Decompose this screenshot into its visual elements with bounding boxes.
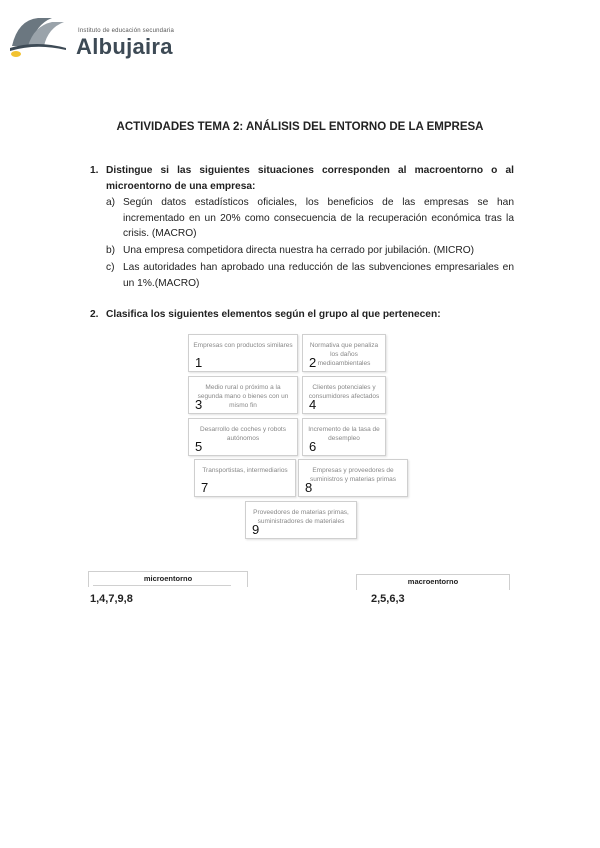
macroentorno-header: macroentorno <box>356 574 510 590</box>
card-number: 9 <box>252 522 260 537</box>
card-9: Proveedores de materias primas, suministradores de materiales 9 <box>245 501 357 539</box>
item-c-label: c) <box>106 262 115 273</box>
item-a-text: Según datos estadísticos oficiales, los beneficios de las empresas se han incrementado en un 20% como consecuencia de la recuperación económica tras la crisis. (MACRO) <box>123 197 514 239</box>
card-6: Incremento de la tasa de desempleo 6 <box>302 418 386 456</box>
item-b-text: Una empresa competidora directa nuestra ha cerrado por jubilación. (MICRO) <box>123 245 475 256</box>
school-name: Albujaira <box>76 34 173 59</box>
question-2-text: Clasifica los siguientes elementos según el grupo al que pertenecen: <box>106 309 441 320</box>
page-title: ACTIVIDADES TEMA 2: ANÁLISIS DEL ENTORNO DE LA EMPRESA <box>116 121 484 133</box>
card-number: 6 <box>309 439 317 454</box>
card-8: Empresas y proveedores de suministros y materias primas 8 <box>298 459 408 497</box>
microentorno-header: microentorno <box>88 571 248 587</box>
card-number: 4 <box>309 397 317 412</box>
card-7: Transportistas, intermediarios 7 <box>194 459 296 497</box>
item-a-label: a) <box>106 197 116 208</box>
card-5: Desarrollo de coches y robots autónomos 5 <box>188 418 298 456</box>
albujaira-logo-icon <box>8 12 68 62</box>
card-3: Medio rural o próximo a la segunda mano o bienes con un mismo fin 3 <box>188 376 298 414</box>
card-number: 5 <box>195 439 203 454</box>
card-number: 1 <box>195 355 203 370</box>
card-number: 2 <box>309 355 317 370</box>
institute-label: Instituto de educación secundaria <box>78 28 174 34</box>
card-4: Clientes potenciales y consumidores afectados 4 <box>302 376 386 414</box>
card-2: Normativa que penaliza los daños medioambientales 2 <box>302 334 386 372</box>
header-underline <box>93 585 231 586</box>
question-2 <box>106 307 526 323</box>
school-logo <box>8 12 178 62</box>
question-1 <box>106 163 514 195</box>
card-number: 3 <box>195 397 203 412</box>
card-1: Empresas con productos similares 1 <box>188 334 298 372</box>
card-number: 7 <box>201 480 209 495</box>
macroentorno-answer: 2,5,6,3 <box>371 593 405 605</box>
microentorno-answer: 1,4,7,9,8 <box>90 593 133 605</box>
item-c-text: Las autoridades han aprobado una reducción de las subvenciones empresariales en un 1%.(MACRO) <box>123 262 514 289</box>
item-b-label: b) <box>106 245 116 256</box>
card-number: 8 <box>305 480 313 495</box>
question-1-text: Distingue si las siguientes situaciones corresponden al macroentorno o al microentorno de una empresa: <box>106 165 514 192</box>
